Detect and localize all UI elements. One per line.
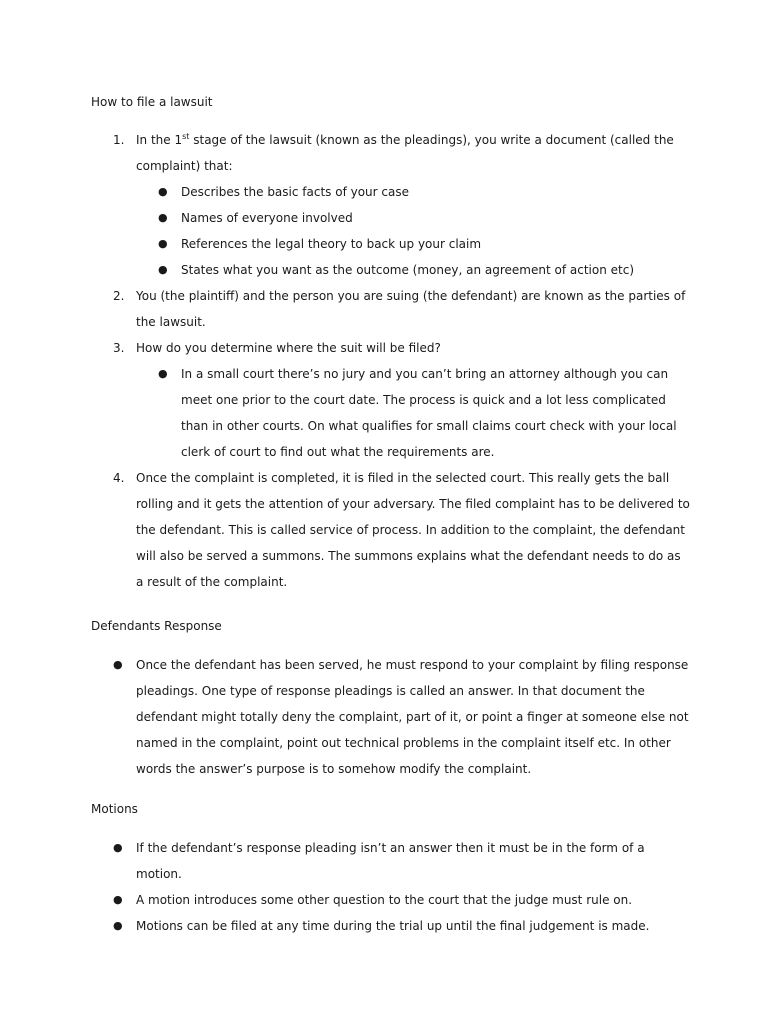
step-text: You (the plaintiff) and the person you are suing (the defendant) are known as the parties of the lawsuit. — [136, 289, 686, 329]
ordinal-suffix: st — [182, 132, 190, 141]
bullet-icon: ● — [158, 263, 168, 276]
step-item-1 — [91, 127, 691, 283]
steps-list — [91, 127, 691, 595]
list-item: ● Describes the basic facts of your case — [136, 179, 691, 205]
list-item: ● Names of everyone involved — [136, 205, 691, 231]
bullet-icon: ● — [158, 185, 168, 198]
step-text: How do you determine where the suit will be filed? — [136, 341, 441, 355]
step-item-3 — [91, 335, 691, 465]
section-heading-motions: Motions — [91, 802, 138, 816]
step-text: In the 1st stage of the lawsuit (known as the pleadings), you write a document (called the complaint) that: — [136, 132, 674, 173]
step-text: Once the complaint is completed, it is filed in the selected court. This really gets the ball rolling and it gets the attention of your adversary. The filed complaint has to be delivered to the defendant. This is called service of process. In addition to the complaint, the defendant will also be served a summons. The summons explains what the defendant needs to do as a result of the complaint. — [136, 471, 690, 589]
step-1-bullets — [136, 179, 691, 283]
bullet-icon: ● — [113, 658, 123, 671]
bullet-icon: ● — [158, 237, 168, 250]
list-item: ● Motions can be filed at any time during the trial up until the final judgement is made. — [91, 913, 691, 939]
document-title: How to file a lawsuit — [91, 95, 213, 109]
step-item-2 — [91, 283, 691, 335]
step-number: 1. — [113, 133, 125, 147]
list-item: ● In a small court there’s no jury and you can’t bring an attorney although you can meet one prior to the court date. The process is quick and a lot less complicated than in other courts. On what qualifies for small claims court check with your local clerk of court to find out what the requirements are. — [136, 361, 691, 465]
list-item: ● A motion introduces some other question to the court that the judge must rule on. — [91, 887, 691, 913]
bullet-icon: ● — [158, 367, 168, 380]
step-number: 2. — [113, 289, 125, 303]
bullet-icon: ● — [113, 919, 123, 932]
step-3-bullets — [136, 361, 691, 465]
list-item: ● If the defendant’s response pleading isn’t an answer then it must be in the form of a motion. — [91, 835, 691, 887]
bullet-icon: ● — [113, 841, 123, 854]
defendants-response-list — [91, 652, 691, 782]
list-item: ● References the legal theory to back up your claim — [136, 231, 691, 257]
list-item: ● Once the defendant has been served, he must respond to your complaint by filing response pleadings. One type of response pleadings is called an answer. In that document the defendant might totally deny the complaint, part of it, or point a finger at someone else not named in the complaint, point out technical problems in the complaint itself etc. In other words the answer’s purpose is to somehow modify the complaint. — [91, 652, 691, 782]
step-number: 4. — [113, 471, 125, 485]
step-number: 3. — [113, 341, 125, 355]
list-item: ● States what you want as the outcome (money, an agreement of action etc) — [136, 257, 691, 283]
bullet-icon: ● — [158, 211, 168, 224]
step-item-4 — [91, 465, 691, 595]
section-heading-defendants-response: Defendants Response — [91, 619, 222, 633]
bullet-icon: ● — [113, 893, 123, 906]
motions-list — [91, 835, 691, 939]
